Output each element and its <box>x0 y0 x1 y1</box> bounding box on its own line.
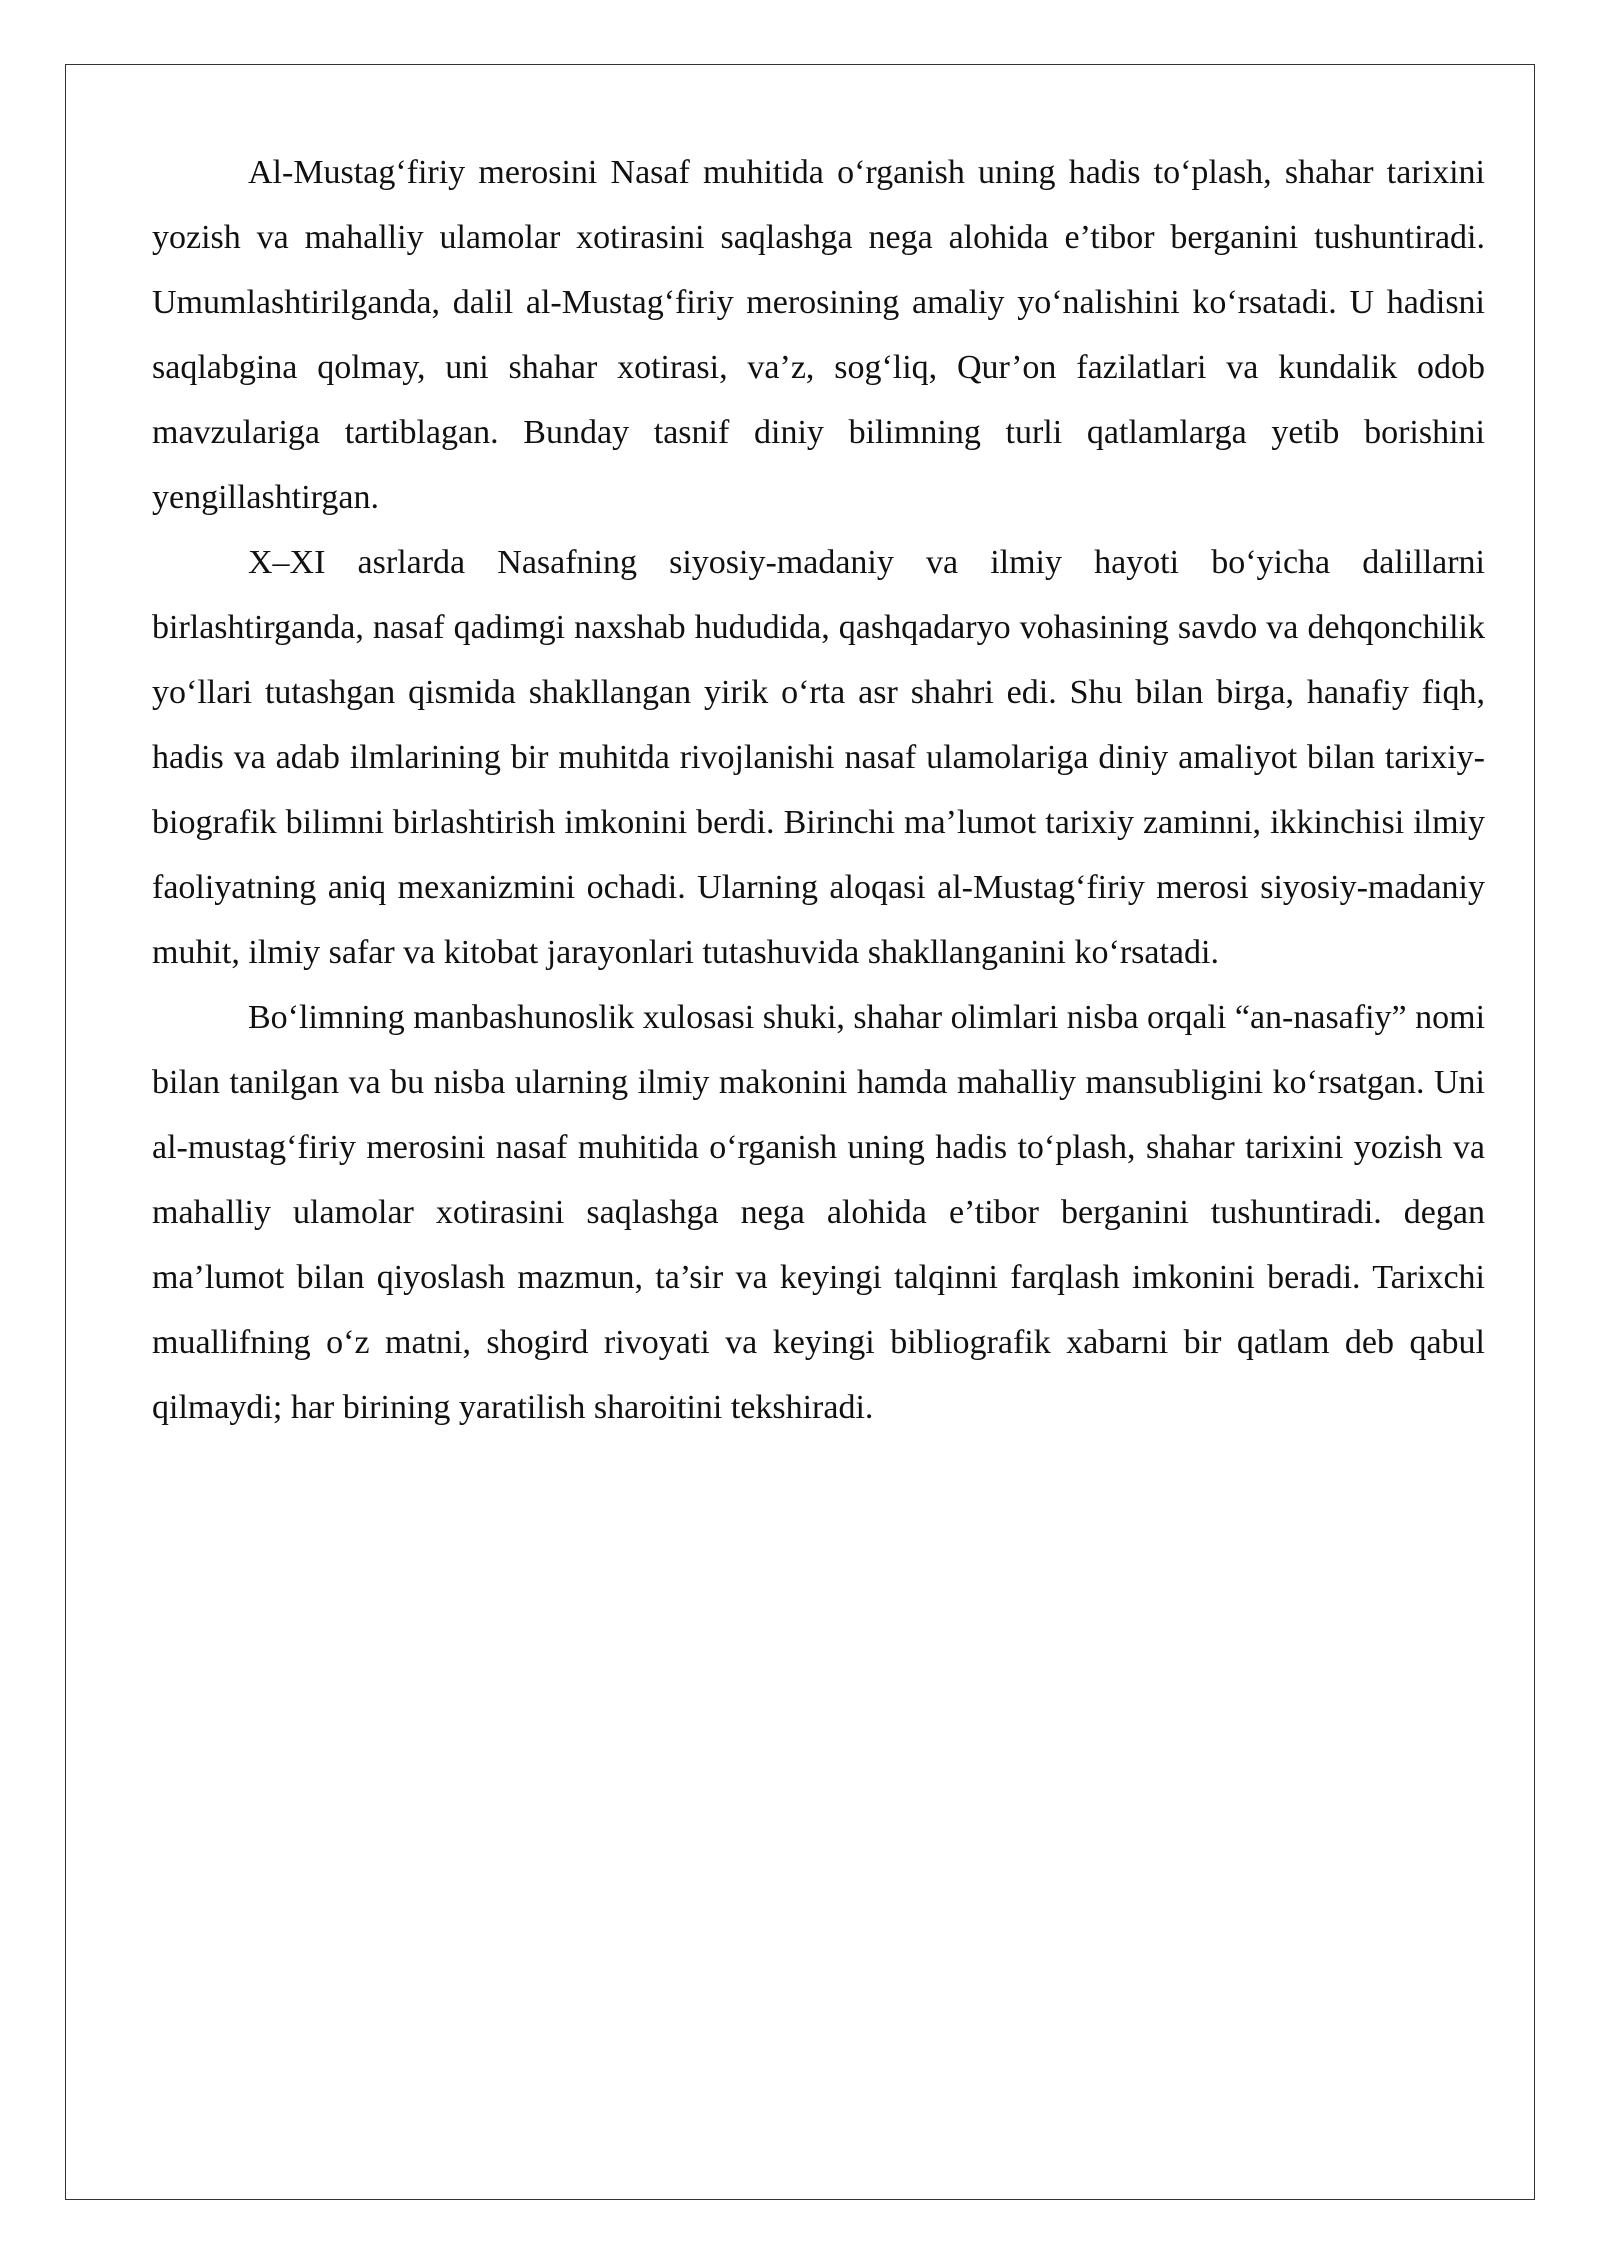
document-body <box>152 140 1485 1440</box>
paragraph-1: Al-Mustag‘firiy merosini Nasaf muhitida o‘rganish uning hadis to‘plash, shahar tarixini yozish va mahalliy ulamolar xotirasini saqlashga nega alohida e’tibor berganini tushuntiradi. Umumlashtirilganda, dalil al-Mustag‘firiy merosining amaliy yo‘nalishini ko‘rsatadi. U hadisni saqlabgina qolmay, uni shahar xotirasi, va’z, sog‘liq, Qur’on fazilatlari va kundalik odob mavzulariga tartiblagan. Bunday tasnif diniy bilimning turli qatlamlarga yetib borishini yengillashtirgan. <box>152 154 1485 516</box>
paragraph-3: Bo‘limning manbashunoslik xulosasi shuki, shahar olimlari nisba orqali “an-nasafiy” nomi bilan tanilgan va bu nisba ularning ilmiy makonini hamda mahalliy mansubligini ko‘rsatgan. Uni al-mustag‘firiy merosini nasaf muhitida o‘rganish uning hadis to‘plash, shahar tarixini yozish va mahalliy ulamolar xotirasini saqlashga nega alohida e’tibor berganini tushuntiradi. degan ma’lumot bilan qiyoslash mazmun, ta’sir va keyingi talqinni farqlash imkonini beradi. Tarixchi muallifning o‘z matni, shogird rivoyati va keyingi bibliografik xabarni bir qatlam deb qabul qilmaydi; har birining yaratilish sharoitini tekshiradi. <box>152 999 1486 1426</box>
paragraph-2: X–XI asrlarda Nasafning siyosiy-madaniy va ilmiy hayoti bo‘yicha dalillarni birlashtirganda, nasaf qadimgi naxshab hududida, qashqadaryo vohasining savdo va dehqonchilik yo‘llari tutashgan qismida shakllangan yirik o‘rta asr shahri edi. Shu bilan birga, hanafiy fiqh, hadis va adab ilmlarining bir muhitda rivojlanishi nasaf ulamolariga diniy amaliyot bilan tarixiy-biografik bilimni birlashtirish imkonini berdi. Birinchi ma’lumot tarixiy zaminni, ikkinchisi ilmiy faoliyatning aniq mexanizmini ochadi. Ularning aloqasi al-Mustag‘firiy merosi siyosiy-madaniy muhit, ilmiy safar va kitobat jarayonlari tutashuvida shakllanganini ko‘rsatadi. <box>152 544 1485 971</box>
